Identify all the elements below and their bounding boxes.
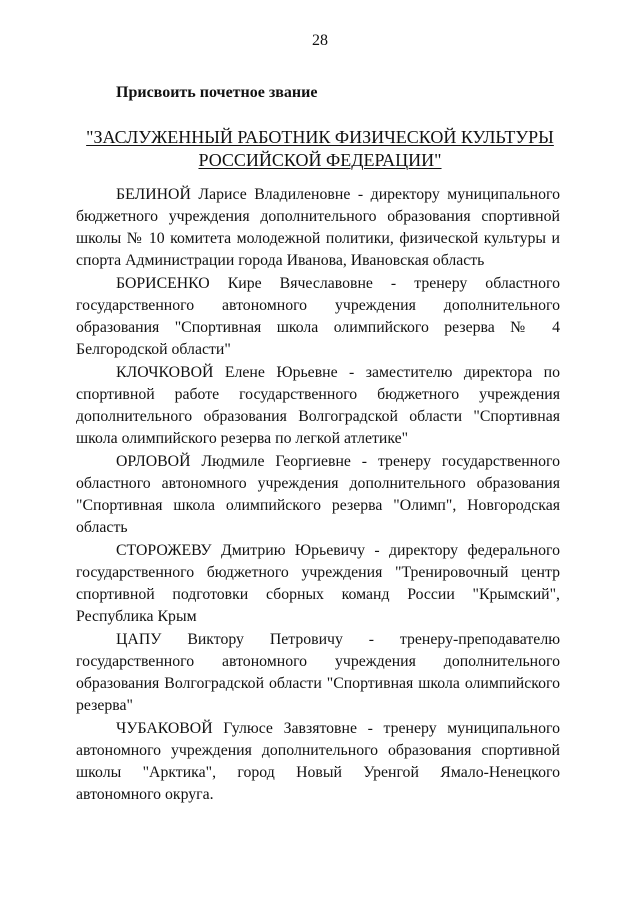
awardee-surname: ЧУБАКОВОЙ [116, 720, 213, 737]
awardee-surname: БЕЛИНОЙ [116, 186, 191, 203]
award-title [40, 126, 600, 172]
award-title-line-2: РОССИЙСКОЙ ФЕДЕРАЦИИ" [198, 150, 442, 170]
awardee-details: Виктору Петровичу - тренеру-преподавателю государственного автономного учреждения дополнительного образования Волгоградской области "Спортивная школа олимпийского резерва" [76, 631, 560, 714]
decree-heading: Присвоить почетное звание [116, 84, 318, 101]
awardee-details: Гулюсе Завзятовне - тренеру муниципального автономного учреждения дополнительного образования спортивной школы "Арктика", город Новый Уренгой Ямало-Ненецкого автономного округа. [76, 720, 560, 803]
awardee-entry [76, 184, 560, 272]
awardee-entry [76, 629, 560, 717]
awardee-surname: КЛОЧКОВОЙ [116, 364, 214, 381]
awardee-entry [76, 451, 560, 539]
awardee-surname: ОРЛОВОЙ [116, 453, 191, 470]
awardee-surname: ЦАПУ [116, 631, 162, 648]
awardee-details: Дмитрию Юрьевичу - директору федерального государственного бюджетного учреждения "Тренировочный центр спортивной подготовки сборных команд России "Крымский", Республика Крым [76, 542, 561, 625]
awardee-details: Кире Вячеславовне - тренеру областного государственного автономного учреждения дополнительного образования "Спортивная школа олимпийского резерва № 4 Белгородской области" [76, 275, 560, 358]
awardee-list [76, 184, 560, 807]
awardee-surname: СТОРОЖЕВУ [116, 542, 212, 559]
awardee-details: Ларисе Владиленовне - директору муниципального бюджетного учреждения дополнительного образования спортивной школы № 10 комитета молодежной политики, физической культуры и спорта Администрации города Иванова, Ивановская область [76, 186, 560, 269]
award-title-line-1: "ЗАСЛУЖЕННЫЙ РАБОТНИК ФИЗИЧЕСКОЙ КУЛЬТУРЫ [86, 127, 554, 147]
awardee-entry [76, 540, 560, 628]
awardee-entry [76, 718, 560, 806]
awardee-surname: БОРИСЕНКО [116, 275, 210, 292]
awardee-details: Елене Юрьевне - заместителю директора по спортивной работе государственного бюджетного учреждения дополнительного образования Волгоградской области "Спортивная школа олимпийского резерва по легкой атлетике" [76, 364, 560, 447]
page-number: 28 [312, 32, 328, 49]
awardee-entry [76, 362, 560, 450]
awardee-entry [76, 273, 560, 361]
awardee-details: Людмиле Георгиевне - тренеру государственного областного автономного учреждения дополнительного образования "Спортивная школа олимпийского резерва "Олимп", Новгородская область [76, 453, 560, 536]
